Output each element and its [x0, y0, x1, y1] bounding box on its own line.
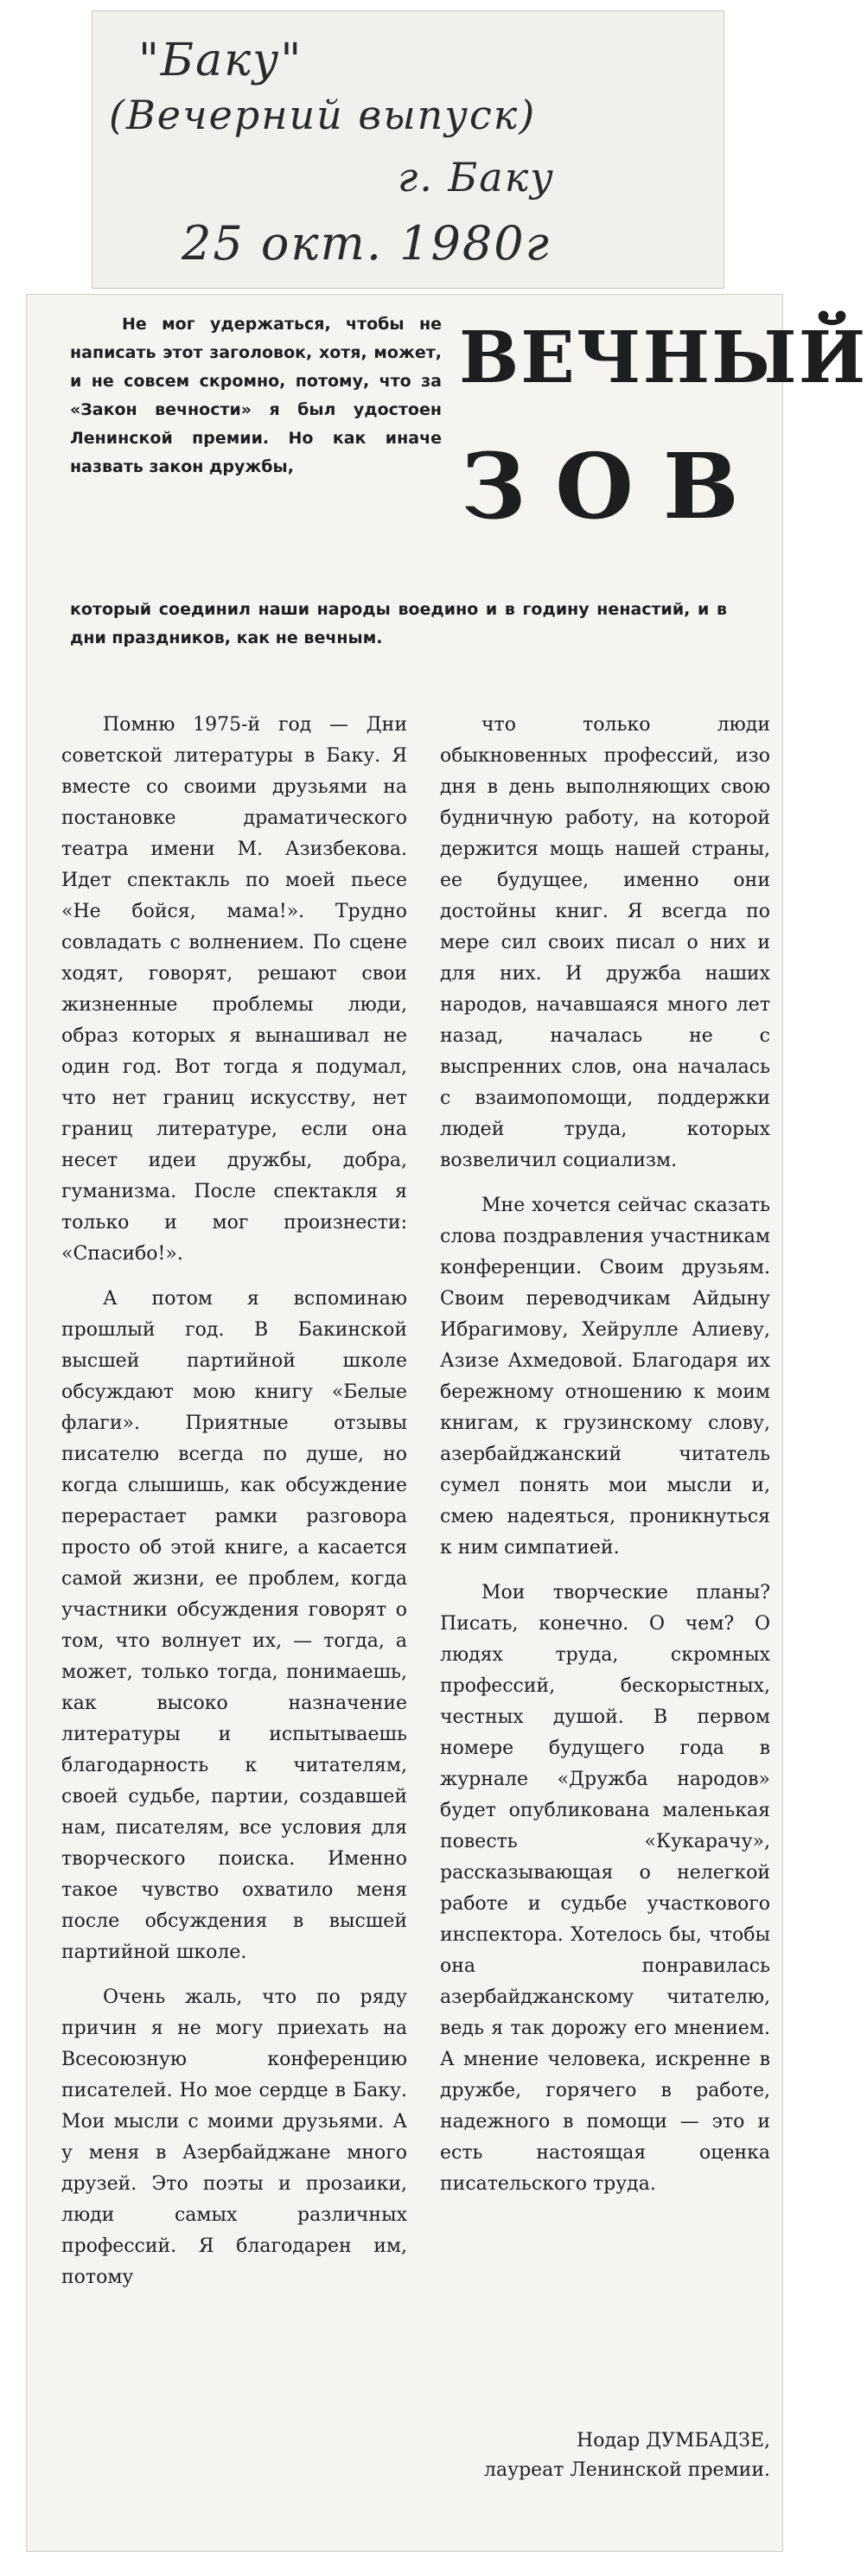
paragraph: А потом я вспоминаю прошлый год. В Бакинской высшей партийной школе обсуждают мою книгу «Белые флаги». Приятные отзывы писателю всегда по душе, но когда слышишь, как обсуждение перерастает рамки разговора просто об этой книге, а касается самой жизни, ее проблем, когда участники обсуждения говорят о том, что волнует их, — тогда, а может, только тогда, понимаешь, как высоко назначение литературы и испытываешь благодарность к читателям, своей судьбе, партии, создавшей нам, писателям, все условия для творческого поиска. Именно такое чувство охватило меня после обсуждения в высшей партийной школе.	[61, 1288, 407, 1963]
handwritten-edition: (Вечерний выпуск)	[109, 92, 537, 138]
article-column-right	[440, 710, 770, 2214]
handwritten-city: г. Баку	[398, 154, 555, 201]
handwritten-newspaper-name: "Баку"	[138, 35, 303, 86]
paragraph: Мои творческие планы? Писать, конечно. О чем? О людях труда, скромных профессий, бескорыстных, честных душой. В первом номере будущего года в журнале «Дружба народов» будет опубликована маленькая повесть «Кукарачу», рассказывающая о нелегкой работе и судьбе участкового инспектора. Хотелось бы, чтобы она понравилась азербайджанскому читателю, ведь я так дорожу его мнением. А мнение человека, искренне в дружбе, горячего в работе, надежного в помощи — это и есть настоящая оценка писательского труда.	[440, 1582, 770, 2195]
article-column-left	[61, 710, 407, 2307]
paragraph: Мне хочется сейчас сказать слова поздравления участникам конференции. Своим друзьям. Своим переводчикам Айдыну Ибрагимову, Хейрулле Алиеву, Азизе Ахмедовой. Благодаря их бережному отношению к моим книгам, к грузинскому слову, азербайджанский читатель сумел понять мои мысли и, смею надеяться, проникнуться к ним симпатией.	[440, 1195, 770, 1559]
article-intro-continued: который соединил наши народы воедино и в годину ненастий, и в дни праздников, как не вечным.	[70, 600, 727, 647]
handwritten-date: 25 окт. 1980г	[182, 216, 551, 271]
author-name: Нодар ДУМБАДЗЕ,	[577, 2430, 770, 2452]
paragraph: Помню 1975-й год — Дни советской литературы в Баку. Я вместе со своими друзьями на постановке драматического театра имени М. Азизбекова. Идет спектакль по моей пьесе «Не бойся, мама!». Трудно совладать с волнением. По сцене ходят, говорят, решают свои жизненные проблемы люди, образ которых я вынашивал не один год. Вот тогда я подумал, что нет границ искусству, нет границ литературе, если она несет идеи дружбы, добра, гуманизма. После спектакля я только и мог произнести: «Спасибо!».	[61, 714, 407, 1265]
newspaper-clipping	[26, 294, 867, 2552]
article-title-line1: ВЕЧНЫЙ	[459, 316, 867, 399]
paragraph: что только люди обыкновенных профессий, изо дня в день выполняющих свою будничную работу, на которой держится мощь нашей страны, ее будущее, именно они достойны книг. Я всегда по мере сил своих писал о них и для них. И дружба наших народов, начавшаяся много лет назад, началась не с выспренних слов, она началась с взаимопомощи, поддержки людей труда, которых возвеличил социализм.	[440, 714, 770, 1171]
author-signature	[440, 2426, 770, 2485]
article-title-line2: ЗОВ	[461, 433, 768, 539]
paragraph: Очень жаль, что по ряду причин я не могу приехать на Всесоюзную конференцию писателей. Но мое сердце в Баку. Мои мысли с моими друзьями. А у меня в Азербайджане много друзей. Это поэты и прозаики, люди самых различных профессий. Я благодарен им, потому	[61, 1986, 407, 2288]
article-intro: Не мог удержаться, чтобы не написать этот заголовок, хотя, может, и не совсем скромно, потому, что за «Закон вечности» я был удостоен Ленинской премии. Но как иначе назвать закон дружбы,	[70, 315, 442, 476]
author-title: лауреат Ленинской премии.	[484, 2459, 770, 2481]
